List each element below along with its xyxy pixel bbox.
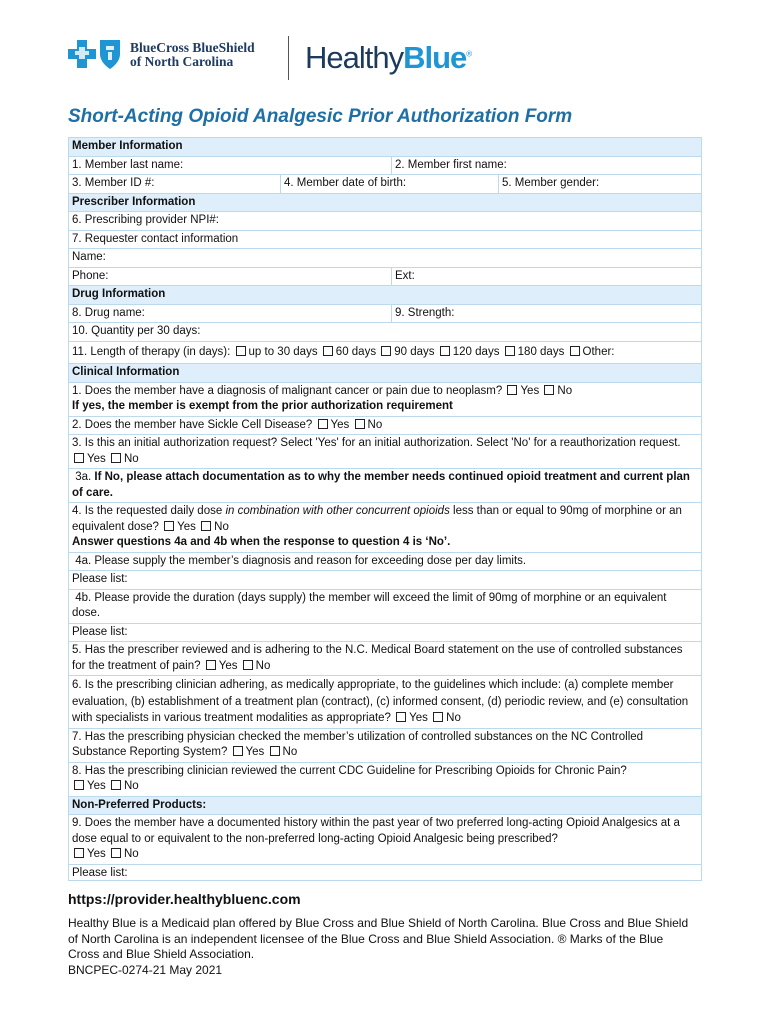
checkbox-60-days[interactable] <box>323 346 333 356</box>
field-label: Please list: <box>72 866 128 879</box>
requester-phone-row <box>69 267 701 286</box>
q4-note: Answer questions 4a and 4b when the response to question 4 is ‘No’. <box>72 536 451 548</box>
question-text: 5. Has the prescriber reviewed and is adhering to the N.C. Medical Board statement on the use of controlled substances for the treatment of pain? <box>72 644 683 672</box>
question-text: 4b. Please provide the duration (days supply) the member will exceed the limit of 90mg of morphine or an equivalent dose. <box>72 591 667 619</box>
question-4b <box>69 589 701 623</box>
no-label: No <box>255 659 271 672</box>
no-label: No <box>123 848 139 860</box>
no-label: No <box>367 418 383 431</box>
yes-label: Yes <box>87 452 106 465</box>
field-label: 8. Drug name: <box>72 306 145 319</box>
no-label: No <box>123 780 139 792</box>
non-preferred-section-header <box>69 796 701 815</box>
hb-logo-mark: ® <box>466 49 472 59</box>
bcbs-logo <box>68 38 255 72</box>
question-text: 4. Is the requested daily dose <box>72 505 223 517</box>
question-5 <box>69 641 701 675</box>
q5-no-checkbox[interactable] <box>243 660 253 670</box>
yes-label: Yes <box>520 384 540 397</box>
requester-ext-field[interactable] <box>391 268 701 286</box>
q2-yes-checkbox[interactable] <box>318 419 328 429</box>
healthy-blue-logo <box>305 40 471 76</box>
question-1 <box>69 382 701 416</box>
option-label: 90 days <box>394 345 435 358</box>
drug-name-field[interactable] <box>69 305 391 323</box>
checkbox-120-days[interactable] <box>440 346 450 356</box>
question-3 <box>69 434 701 468</box>
question-4 <box>69 502 701 552</box>
drug-strength-field[interactable] <box>391 305 701 323</box>
question-6 <box>69 675 701 728</box>
bcbs-name-line1: BlueCross BlueShield <box>130 40 255 55</box>
question-7 <box>69 728 701 762</box>
option-label: 180 days <box>517 345 565 358</box>
bcbs-cross-shield-icon <box>68 38 124 72</box>
question-text: less than or equal to 90mg of morphine or an equivalent dose? <box>72 505 682 533</box>
hb-logo-part2: Blue <box>403 40 467 75</box>
yes-label: Yes <box>177 520 196 533</box>
q6-yes-checkbox[interactable] <box>396 712 406 722</box>
question-9 <box>69 814 701 864</box>
header <box>68 34 708 84</box>
option-label: up to 30 days <box>248 345 318 358</box>
question-number: 3a. <box>75 471 92 483</box>
question-text-italic: in combination with other concurrent opioids <box>225 505 450 517</box>
section-title: Member Information <box>72 140 183 152</box>
checkbox-30-days[interactable] <box>236 346 246 356</box>
checkbox-other[interactable] <box>570 346 580 356</box>
requester-name-field[interactable] <box>69 248 701 267</box>
field-label: 7. Requester contact information <box>72 232 239 245</box>
member-dob-field[interactable] <box>280 175 498 193</box>
q5-yes-checkbox[interactable] <box>206 660 216 670</box>
question-text: 6. Is the prescribing clinician adhering, as medically appropriate, to the guidelines which include: (a) complete member evaluation, (b) establishment of a treatment plan (contract), (c) informed consent, (d) periodic review, and (e) consultation with specialists in various treatment modalities as appropriate? <box>72 679 689 724</box>
q8-no-checkbox[interactable] <box>111 780 121 790</box>
question-text: 4a. Please supply the member’s diagnosis and reason for exceeding dose per day limits. <box>75 554 527 567</box>
section-title: Clinical Information <box>72 366 180 378</box>
member-id-field[interactable] <box>69 175 280 193</box>
option-label: Other: <box>582 345 615 358</box>
provider-url-link[interactable]: https://provider.healthybluenc.com <box>68 891 301 907</box>
question-3a <box>69 468 701 502</box>
field-label: Please list: <box>72 625 128 638</box>
option-label: 60 days <box>335 345 377 358</box>
q4-yes-checkbox[interactable] <box>164 521 174 531</box>
length-of-therapy-row <box>69 341 701 364</box>
requester-phone-field[interactable] <box>69 268 391 286</box>
question-text: 1. Does the member have a diagnosis of malignant cancer or pain due to neoplasm? <box>72 384 503 397</box>
question-4a <box>69 552 701 571</box>
question-text: 7. Has the prescribing physician checked the member’s utilization of controlled substances on the NC Controlled Substance Reporting System? <box>72 730 644 758</box>
bcbs-name-line2: of North Carolina <box>130 54 234 69</box>
q4a-please-list-field[interactable] <box>69 570 701 589</box>
question-text: 2. Does the member have Sickle Cell Disease? <box>72 418 313 431</box>
yes-label: Yes <box>218 659 238 672</box>
field-label: 1. Member last name: <box>72 158 184 171</box>
no-label: No <box>214 520 229 533</box>
q1-no-checkbox[interactable] <box>544 385 554 395</box>
authorization-form <box>68 137 702 881</box>
field-label: 10. Quantity per 30 days: <box>72 325 201 337</box>
q9-no-checkbox[interactable] <box>111 848 121 858</box>
drug-section-header <box>69 285 701 304</box>
field-label: Name: <box>72 251 106 263</box>
requester-contact-heading <box>69 230 701 249</box>
no-label: No <box>123 452 139 465</box>
member-gender-field[interactable] <box>498 175 701 193</box>
field-label: 11. Length of therapy (in days): <box>72 345 231 358</box>
q2-no-checkbox[interactable] <box>355 419 365 429</box>
q7-no-checkbox[interactable] <box>270 746 280 756</box>
checkbox-90-days[interactable] <box>381 346 391 356</box>
q7-yes-checkbox[interactable] <box>233 746 243 756</box>
field-label: 2. Member first name: <box>395 158 507 171</box>
member-id-row <box>69 174 701 193</box>
member-last-name-field[interactable] <box>69 157 391 175</box>
form-code: BNCPEC-0274-21 May 2021 <box>68 963 223 977</box>
hb-logo-part1: Healthy <box>305 40 404 75</box>
field-label: 5. Member gender: <box>502 177 600 189</box>
section-title: Non-Preferred Products: <box>72 798 207 811</box>
checkbox-180-days[interactable] <box>505 346 515 356</box>
yes-label: Yes <box>87 848 106 860</box>
logo-divider <box>288 36 289 80</box>
q3-no-checkbox[interactable] <box>111 453 121 463</box>
form-title: Short-Acting Opioid Analgesic Prior Authorization Form <box>68 106 573 127</box>
no-label: No <box>446 712 461 724</box>
member-first-name-field[interactable] <box>391 157 701 175</box>
q8-yes-checkbox[interactable] <box>74 780 84 790</box>
option-label: 120 days <box>452 345 500 358</box>
yes-label: Yes <box>330 418 350 431</box>
yes-label: Yes <box>409 712 428 724</box>
question-text: 8. Has the prescribing clinician reviewed the current CDC Guideline for Prescribing Opioids for Chronic Pain? <box>72 764 627 777</box>
q1-yes-checkbox[interactable] <box>507 385 517 395</box>
prescriber-section-header <box>69 193 701 212</box>
section-title: Drug Information <box>72 288 166 300</box>
member-name-row <box>69 156 701 175</box>
no-label: No <box>557 384 573 397</box>
field-label: Ext: <box>395 269 415 282</box>
q4b-please-list-field[interactable] <box>69 623 701 642</box>
field-label: 4. Member date of birth: <box>284 177 407 189</box>
field-label: 9. Strength: <box>395 306 455 319</box>
section-title: Prescriber Information <box>72 195 196 208</box>
clinical-section-header <box>69 363 701 382</box>
question-text: 9. Does the member have a documented history within the past year of two preferred long-acting Opioid Analgesics at a dose equal to or equivalent to the non-preferred long-acting Opioid Analgesic being prescribed? <box>72 817 680 845</box>
yes-label: Yes <box>245 746 265 758</box>
no-label: No <box>282 746 298 758</box>
yes-label: Yes <box>87 780 106 792</box>
field-label: 6. Prescribing provider NPI#: <box>72 214 220 226</box>
question-8 <box>69 762 701 796</box>
q9-yes-checkbox[interactable] <box>74 848 84 858</box>
drug-name-row <box>69 304 701 323</box>
question-text: If No, please attach documentation as to why the member needs continued opioid treatment and current plan of care. <box>72 471 690 499</box>
prescriber-npi-field[interactable] <box>69 211 701 230</box>
q1-note: If yes, the member is exempt from the prior authorization requirement <box>72 400 453 412</box>
q4-no-checkbox[interactable] <box>201 521 211 531</box>
member-section-header <box>69 138 701 156</box>
question-text: 3. Is this an initial authorization request? Select 'Yes' for an initial authorization. Select 'No' for a reauthorization request. <box>72 437 681 449</box>
field-label: Phone: <box>72 269 109 282</box>
q3-yes-checkbox[interactable] <box>74 453 84 463</box>
field-label: Please list: <box>72 573 128 585</box>
footer-disclaimer: Healthy Blue is a Medicaid plan offered by Blue Cross and Blue Shield of North Carolina. Blue Cross and Blue Shield of North Carolina is an independent licensee of the Blue Cross and Blue Shield Association. ® Marks of the Blue Cross and Blue Shield Association. <box>68 916 689 961</box>
quantity-field[interactable] <box>69 322 701 341</box>
q6-no-checkbox[interactable] <box>433 712 443 722</box>
question-2 <box>69 416 701 435</box>
field-label: 3. Member ID #: <box>72 177 155 189</box>
